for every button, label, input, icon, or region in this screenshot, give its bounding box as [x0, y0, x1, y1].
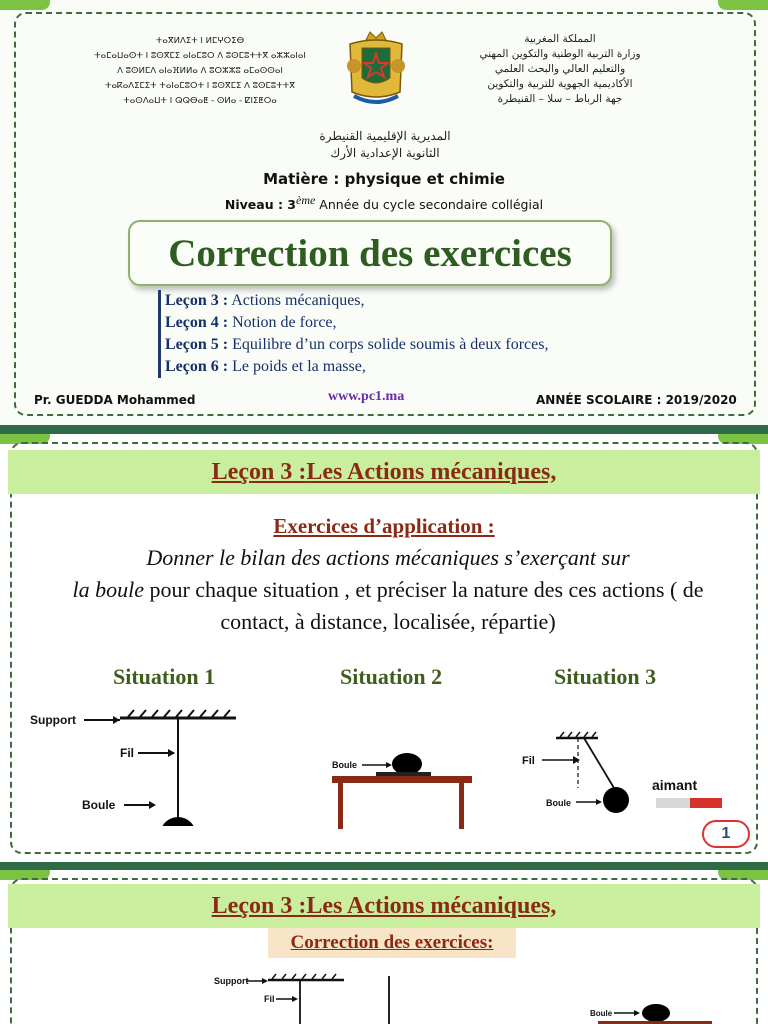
arrowhead: [149, 801, 156, 809]
correction-heading: [268, 928, 516, 958]
level-prefix: Niveau : 3: [224, 197, 296, 213]
banner-label: Leçon 3 :: [211, 892, 307, 919]
magnet-pole-s: [656, 798, 690, 808]
ball: [603, 787, 629, 813]
arabic-line: الأكاديمية الجهوية للتربية والتكوين: [487, 78, 633, 90]
author-name: Pr. GUEDDA Mohammed: [34, 393, 196, 407]
string-label: Fil: [264, 994, 275, 1004]
table-leg: [459, 783, 464, 829]
exercise-heading-text: Exercices d’application :: [273, 514, 495, 538]
lesson-label: Leçon 4 :: [165, 314, 229, 331]
lesson-item: [165, 356, 548, 378]
ball-label: Boule: [590, 1009, 613, 1018]
lesson-text: Notion de force,: [228, 314, 337, 331]
tifinagh-line: ⴷ ⵓⵙⵍⵎⴷ ⴰⵏⴰⴼⵍⵍⴰ ⴷ ⵓⵔⵣⵣⵓ ⴰⵎⴰⵙⵙⴰⵏ: [117, 66, 283, 76]
situation-2-diagram: [330, 748, 480, 830]
level-text: Année du cycle secondaire collégial: [315, 197, 544, 213]
coat-of-arms-icon: [344, 30, 408, 108]
lesson-banner: [8, 450, 760, 494]
arabic-line: المملكة المغربية: [524, 33, 596, 45]
correction-heading-text: Correction des exercices:: [290, 932, 494, 953]
contact-surface: [376, 772, 431, 776]
main-title: Correction des exercices: [128, 220, 612, 286]
situation-1-ball-label: [80, 794, 190, 824]
string-label: Fil: [120, 746, 134, 760]
subject-heading: Matière : physique et chimie: [263, 170, 505, 188]
level-heading: [0, 193, 768, 212]
lesson-label: Leçon 6 :: [165, 358, 229, 375]
direction-line: المديرية الإقليمية القنيطرة: [319, 129, 451, 143]
situation-2-label: Situation 2: [340, 664, 443, 689]
table-leg: [338, 783, 343, 829]
ball: [642, 1004, 670, 1022]
school-year: ANNÉE SCOLAIRE : 2019/2020: [536, 393, 737, 407]
exercise-instruction: [70, 542, 706, 638]
situation-3-label: Situation 3: [554, 664, 657, 689]
school-name: الثانوية الإعدادية الأرك: [330, 146, 440, 160]
level-superscript: ème: [296, 193, 316, 207]
school-direction: [250, 128, 520, 162]
banner-label: Leçon 3 :: [211, 458, 307, 485]
table-top: [332, 776, 472, 783]
magnet-pole-n: [690, 798, 722, 808]
arrowhead: [573, 756, 580, 764]
tifinagh-header: [60, 34, 340, 109]
exercise-slide: [0, 434, 768, 862]
ball: [392, 753, 422, 775]
arrowhead: [113, 716, 120, 724]
situation-3-diagram: [520, 730, 730, 820]
column-divider: [388, 976, 390, 1024]
situation-1-label: Situation 1: [113, 664, 216, 689]
corner-decoration: [0, 0, 50, 10]
string-line: [584, 738, 614, 788]
banner-title: Les Actions mécaniques,: [306, 458, 557, 485]
banner-title: Les Actions mécaniques,: [306, 892, 557, 919]
tifinagh-line: ⵜⴰⴽⴰⴷⵉⵎⵉⵜ ⵜⴰⵏⴰⵎⵓⵔⵜ ⵏ ⵓⵙⴳⵎⵉ ⴷ ⵓⵙⵎⵓⵜⵜⴳ: [104, 81, 296, 91]
lesson-item: [165, 312, 548, 334]
instruction-italic: la boule: [72, 577, 144, 602]
correction-situation-2-diagram: [588, 1004, 718, 1024]
arrowhead: [262, 978, 268, 984]
arabic-line: والتعليم العالي والبحث العلمي: [494, 63, 626, 75]
ball-label: Boule: [332, 760, 358, 770]
support-label: Support: [30, 713, 76, 727]
lesson-list: [158, 290, 548, 378]
lesson-banner: [8, 884, 760, 928]
tifinagh-line: ⵜⴰⵙⴷⴰⵡⵜ ⵏ ⵕⵕⴱⴰⵟ - ⵙⵍⴰ - ⵇⵏⵉⵟⵔⴰ: [123, 96, 277, 106]
cover-slide: [0, 0, 768, 425]
lesson-label: Leçon 5 :: [165, 336, 229, 353]
ball-label: Boule: [82, 798, 116, 812]
support-label: Support: [214, 976, 249, 986]
arrowhead: [596, 799, 602, 805]
instruction-italic: Donner le bilan des actions mécaniques s’exerçant sur: [146, 545, 630, 570]
arrowhead: [292, 996, 298, 1002]
page-number: 1: [702, 820, 750, 848]
arrowhead: [168, 749, 175, 757]
instruction-text: pour chaque situation , et préciser la nature des ces actions ( de contact, à distance, localisée, répartie): [143, 577, 704, 634]
support-hatching: [128, 710, 230, 717]
ball-label: Boule: [546, 798, 572, 808]
string-label: Fil: [522, 755, 535, 767]
correction-situation-1-diagram: [210, 966, 350, 1024]
tifinagh-line: ⵜⴰⴳⵍⴷⵉⵜ ⵏ ⵍⵎⵖⵔⵉⴱ: [155, 36, 245, 46]
correction-slide: [0, 870, 768, 1024]
lesson-label: Leçon 3 :: [165, 292, 229, 309]
corner-decoration: [718, 0, 768, 10]
arabic-line: وزارة التربية الوطنية والتكوين المهني: [479, 48, 641, 60]
lesson-item: [165, 334, 548, 356]
lesson-item: [165, 290, 548, 312]
website-link[interactable]: www.pc1.ma: [328, 389, 405, 404]
lesson-text: Equilibre d’un corps solide soumis à deux forces,: [228, 336, 549, 353]
magnet-label: aimant: [652, 777, 698, 793]
tifinagh-line: ⵜⴰⵎⴰⵡⴰⵙⵜ ⵏ ⵓⵙⴳⵎⵉ ⴰⵏⴰⵎⵓⵔ ⴷ ⵓⵙⵎⵓⵜⵜⴳ ⴰⵣⵣⴰⵏⴰⵏ: [94, 51, 306, 61]
arrowhead: [386, 762, 392, 768]
support-hatching: [272, 974, 336, 979]
arrowhead: [634, 1010, 640, 1016]
lesson-text: Le poids et la masse,: [228, 358, 366, 375]
arabic-header: [440, 32, 680, 107]
lesson-text: Actions mécaniques,: [228, 292, 365, 309]
support-hatching: [560, 732, 596, 737]
exercise-heading: [0, 514, 768, 539]
arabic-line: جهة الرباط – سلا – القنيطرة: [497, 93, 623, 105]
